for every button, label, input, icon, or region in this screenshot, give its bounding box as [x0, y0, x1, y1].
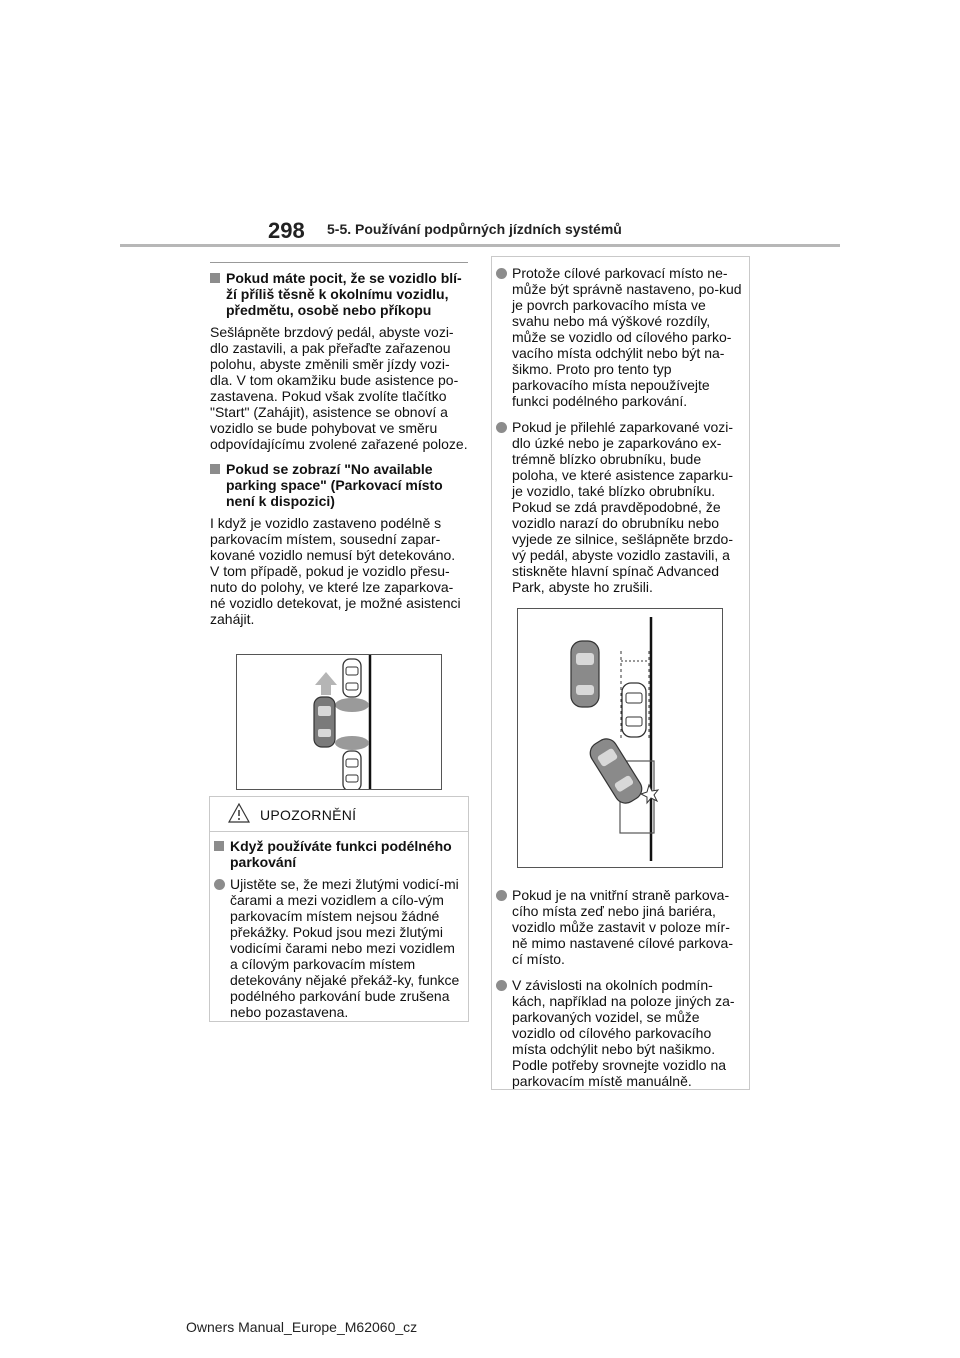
- parked-car-icon: [622, 683, 646, 737]
- bullet-item: [496, 977, 743, 1089]
- own-vehicle-icon: [314, 697, 335, 747]
- bullet-item: [496, 419, 743, 595]
- bullet-item: [496, 887, 743, 967]
- warning-triangle-icon: [228, 803, 250, 823]
- subheading-text: Pokud máte pocit, že se vozidlo blí-ží příliš těsně k okolnímu vozidlu, předmětu, osobě nebo příkopu: [226, 270, 462, 318]
- subheading: [210, 270, 468, 318]
- bullet-dot-icon: [214, 879, 225, 890]
- arrow-up-icon: [315, 672, 337, 695]
- footer-text: Owners Manual_Europe_M62060_cz: [186, 1319, 418, 1335]
- bullet-text: Protože cílové parkovací místo ne-může být správně nastaveno, po-kud je povrch parkovacího místa ve svahu nebo má výškové rozdíly, může se vozidlo od cílového parko-vacího místa odchýlit nebo být na-šikmo. Proto pro tento typ parkovacího místa nepoužívejte funkci podélného parkování.: [512, 265, 742, 409]
- parking-diagram: [518, 609, 722, 867]
- page-number: 298: [268, 218, 305, 243]
- detection-zone-icon: [335, 698, 369, 712]
- bullet-dot-icon: [496, 890, 507, 901]
- own-vehicle-angled-icon: [586, 735, 646, 808]
- section-title: 5-5. Používání podpůrných jízdních systémů: [327, 221, 622, 237]
- bullet-text: Pokud je na vnitřní straně parkova-cího místa zeď nebo jiná bariéra, vozidlo může zastavit v poloze mír-ně mimo nastavené cílové parkova-cí místo.: [512, 887, 733, 967]
- caution-header: [210, 797, 468, 832]
- bullet-item: [496, 265, 743, 409]
- own-vehicle-icon: [571, 641, 599, 707]
- caution-box: [209, 796, 469, 1022]
- parked-car-icon: [343, 659, 361, 697]
- left-column: [210, 262, 468, 636]
- bullet-text: Ujistěte se, že mezi žlutými vodicí-mi čarami a mezi vozidlem a cílo-vým parkovacím místem nejsou žádné překážky. Pokud jsou mezi žlutými vodicími čarami nebo mezi vozidlem a cílovým parkovacím místem detekovány nějaké překáž-ky, funkce podélného parkování bude zrušena nebo pozastavena.: [230, 876, 460, 1020]
- parking-illustration-right: [517, 608, 723, 868]
- parking-illustration-left: [236, 654, 442, 790]
- square-bullet-icon: [210, 273, 220, 283]
- bullet-dot-icon: [496, 268, 507, 279]
- parked-car-icon: [343, 751, 361, 789]
- page-header: [0, 0, 960, 250]
- square-bullet-icon: [210, 464, 220, 474]
- bullet-text: Pokud je přilehlé zaparkované vozi-dlo úzké nebo je zaparkováno ex-trémně blízko obrubníku, bude poloha, ve které asistence zaparku-je vozidlo, také blízko obrubníku. Pokud se zdá pravděpodobné, že vozidlo narazí do obrubníku nebo vyjede ze silnice, sešlápněte brzdo-vý pedál, abyste vozidlo zastavili, a stiskněte hlavní spínač Advanced Park, abyste ho zrušili.: [512, 419, 734, 595]
- caution-title: UPOZORNĚNÍ: [260, 807, 357, 823]
- subheading: [214, 838, 460, 870]
- detection-zone-icon: [335, 736, 369, 750]
- caution-body: [210, 832, 468, 1020]
- subheading-text: Když používáte funkci podélného parkování: [230, 838, 452, 870]
- bullet-dot-icon: [496, 980, 507, 991]
- bullet-text: V závislosti na okolních podmín-kách, například na poloze jiných za-parkovaných vozidel, se může vozidlo od cílového parkovacího místa odchýlit nebo být našikmo. Podle potřeby srovnejte vozidlo na parkovacím místě manuálně.: [512, 977, 735, 1089]
- paragraph: Sešlápněte brzdový pedál, abyste vozi-dlo zastavili, a pak přeřaďte zařazenou polohu, abyste změnili směr jízdy vozi-dla. V tom okamžiku bude asistence po-zastavena. Pokud však zvolíte tlačítko "Start" (Zahájit), asistence se obnoví a vozidlo se bude pohybovat ve směru odpovídajícímu zvolené zařazené poloze.: [210, 324, 468, 452]
- square-bullet-icon: [214, 841, 224, 851]
- parking-diagram: [237, 655, 441, 789]
- bullet-dot-icon: [496, 422, 507, 433]
- subheading-text: Pokud se zobrazí "No available parking space" (Parkovací místo není k dispozici): [226, 461, 443, 509]
- bullet-item: [214, 876, 460, 1020]
- collision-star-icon: [641, 785, 658, 803]
- header-divider: [120, 244, 840, 247]
- subheading: [210, 461, 468, 509]
- section-divider: [210, 262, 468, 263]
- paragraph: I když je vozidlo zastaveno podélně s parkovacím místem, sousední zapar-kované vozidlo nemusí být detekováno. V tom případě, pokud je vozidlo přesu-nuto do polohy, ve které lze zaparkova-né vozidlo detekovat, je možné asistenci zahájit.: [210, 515, 461, 627]
